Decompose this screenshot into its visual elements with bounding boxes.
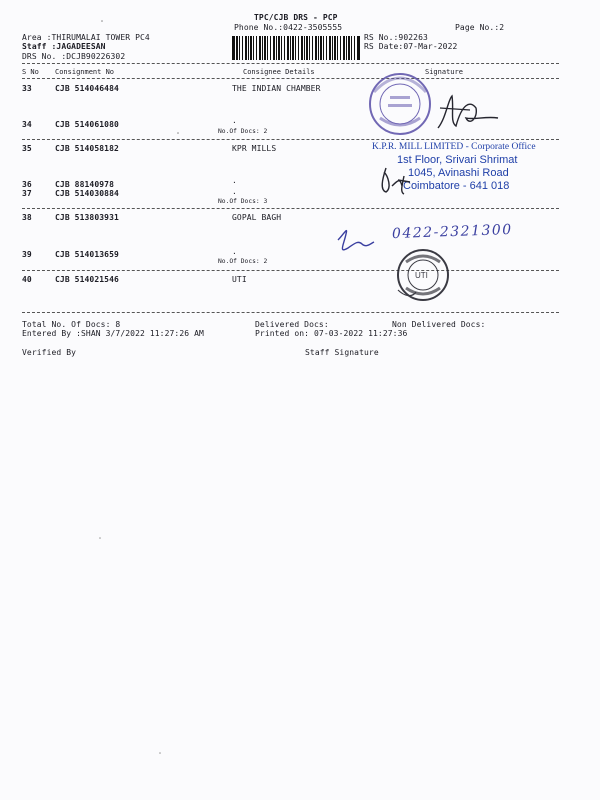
printed-on: Printed on: 07-03-2022 11:27:36 bbox=[255, 329, 408, 338]
col-sno: S No bbox=[22, 68, 39, 76]
row-consignment: CJB 513803931 bbox=[55, 213, 119, 222]
signature-mark bbox=[438, 96, 498, 128]
row-consignment: CJB 514030884 bbox=[55, 189, 119, 198]
col-consignee: Consignee Details bbox=[243, 68, 315, 76]
row-consignee: . bbox=[232, 247, 237, 256]
row-consignment: CJB 514013659 bbox=[55, 250, 119, 259]
row-consignee: GOPAL BAGH bbox=[232, 213, 282, 222]
staff-field: Staff :JAGADEESAN bbox=[22, 42, 106, 51]
rs-number: RS No.:902263 bbox=[364, 33, 428, 42]
kpr-stamp-line2: 1st Floor, Srivari Shrimat bbox=[397, 154, 518, 166]
row-sno: 35 bbox=[22, 144, 32, 153]
non-delivered-docs: Non Delivered Docs: bbox=[392, 320, 486, 329]
row-sno: 33 bbox=[22, 84, 32, 93]
row-consignment: CJB 514021546 bbox=[55, 275, 119, 284]
row-consignment: CJB 88140978 bbox=[55, 180, 114, 189]
round-seal-icon bbox=[398, 250, 448, 300]
delivered-docs: Delivered Docs: bbox=[255, 320, 329, 329]
kpr-stamp-line3: 1045, Avinashi Road bbox=[408, 167, 509, 179]
docs-count: No.Of Docs: 2 bbox=[218, 258, 268, 265]
kpr-stamp-line4: Coimbatore - 641 018 bbox=[403, 180, 510, 192]
svg-text:UTI: UTI bbox=[415, 271, 428, 280]
row-sno: 37 bbox=[22, 189, 32, 198]
phone-number: Phone No.:0422-3505555 bbox=[234, 23, 343, 32]
page-number: Page No.:2 bbox=[455, 23, 505, 32]
col-signature: Signature bbox=[425, 68, 463, 76]
row-sno: 38 bbox=[22, 213, 32, 222]
row-consignee: THE INDIAN CHAMBER bbox=[232, 84, 321, 93]
signature-mark bbox=[382, 168, 410, 194]
row-consignment: CJB 514046484 bbox=[55, 84, 119, 93]
round-seal-icon bbox=[370, 74, 430, 134]
handwritten-phone: 0422-2321300 bbox=[391, 221, 513, 243]
row-consignee: UTI bbox=[232, 275, 247, 284]
verified-by: Verified By bbox=[22, 348, 77, 357]
row-consignment: CJB 514058182 bbox=[55, 144, 119, 153]
row-sno: 36 bbox=[22, 180, 32, 189]
row-sno: 34 bbox=[22, 120, 32, 129]
row-sno: 39 bbox=[22, 250, 32, 259]
document-title: TPC/CJB DRS - PCP bbox=[254, 13, 338, 22]
drs-number: DRS No. :DCJB90226302 bbox=[22, 52, 126, 61]
signature-mark bbox=[338, 231, 374, 250]
kpr-stamp-line1: K.P.R. MILL LIMITED - Corporate Office bbox=[372, 142, 536, 152]
staff-signature: Staff Signature bbox=[305, 348, 379, 357]
area-field: Area :THIRUMALAI TOWER PC4 bbox=[22, 33, 150, 42]
docs-count: No.Of Docs: 2 bbox=[218, 128, 268, 135]
row-sno: 40 bbox=[22, 275, 32, 284]
row-consignment: CJB 514061080 bbox=[55, 120, 119, 129]
rs-date: RS Date:07-Mar-2022 bbox=[364, 42, 458, 51]
row-consignee: . bbox=[232, 176, 237, 185]
row-consignee: . bbox=[232, 187, 237, 196]
row-consignee: KPR MILLS bbox=[232, 144, 277, 153]
col-consignment: Consignment No bbox=[55, 68, 115, 76]
entered-by: Entered By :SHAN 3/7/2022 11:27:26 AM bbox=[22, 329, 204, 338]
docs-count: No.Of Docs: 3 bbox=[218, 198, 268, 205]
total-docs: Total No. Of Docs: 8 bbox=[22, 320, 121, 329]
row-consignee: . bbox=[232, 116, 237, 125]
